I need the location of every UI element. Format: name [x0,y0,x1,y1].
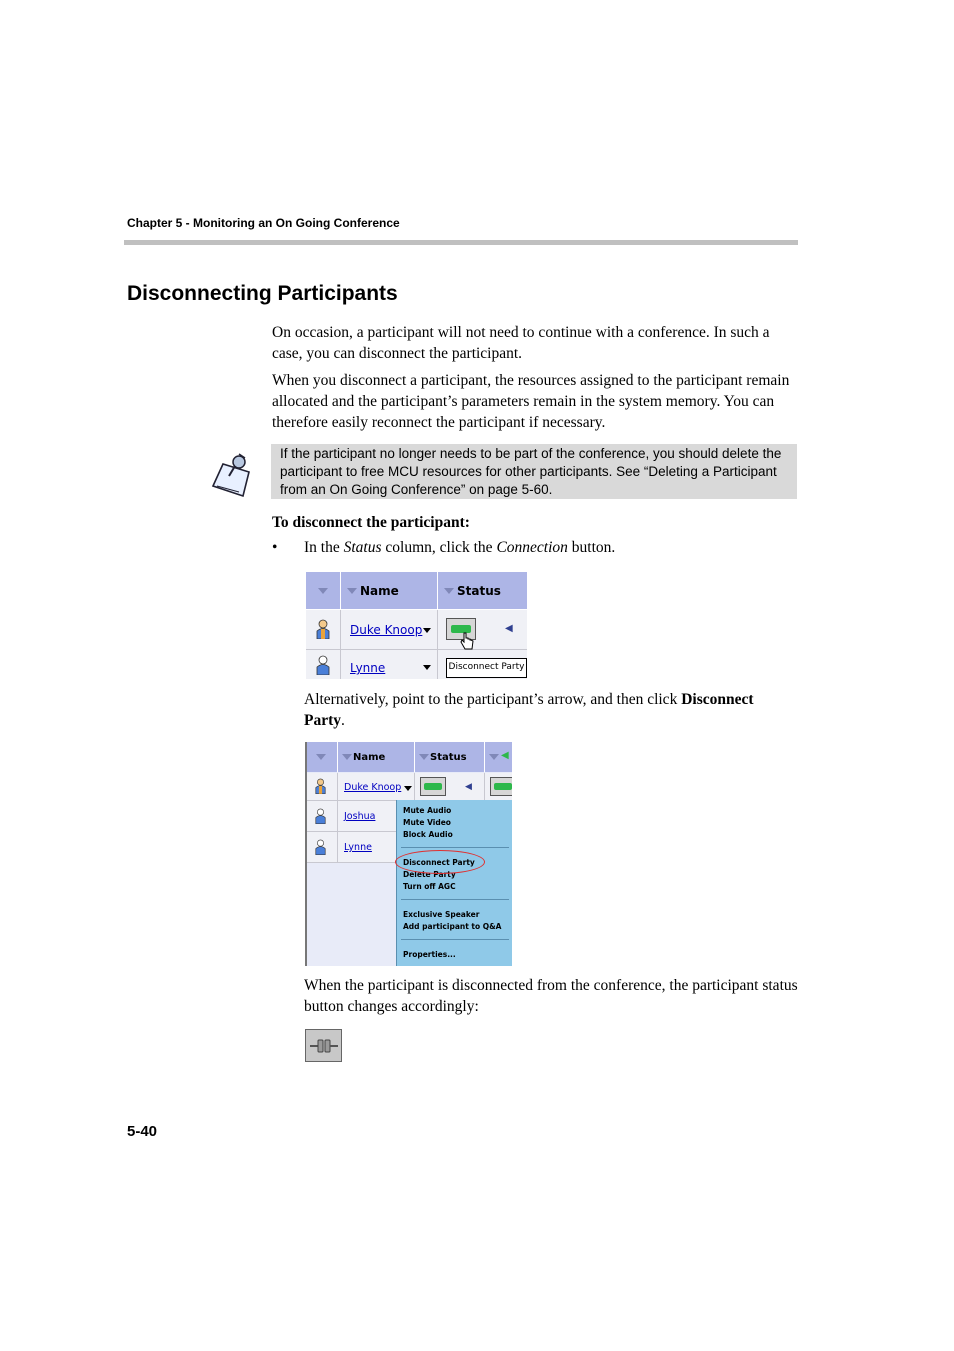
menu-separator [401,899,509,900]
sort-arrow-icon [342,754,352,760]
header-icon-column[interactable] [306,572,341,609]
step-status-term: Status [343,539,382,556]
row2-icon-cell [307,801,338,832]
disconnected-status-paragraph: When the participant is disconnected from the conference, the participant status button changes accordingly: [304,977,798,1015]
disconnected-plug-icon [310,1038,338,1054]
sort-arrow-icon [419,754,429,760]
menu-item-mute-video[interactable]: Mute Video [403,818,451,827]
context-menu-screenshot [305,742,512,966]
menu-item-properties[interactable]: Properties... [403,950,456,959]
sort-arrow-icon [318,588,328,594]
alt-text-a: Alternatively, point to the participant’s arrow, and then click [304,691,682,708]
menu-item-add-qa[interactable]: Add participant to Q&A [403,922,502,931]
row3-name-cell [338,832,397,863]
menu-separator [401,847,509,848]
sort-arrow-icon [444,588,454,594]
row2-name-cell [341,650,438,679]
participant-arrow-icon[interactable] [404,786,412,791]
section-title: Disconnecting Participants [127,282,398,305]
connected-plug-icon [494,783,512,790]
row3-icon-cell [307,832,338,863]
procedure-heading: To disconnect the participant: [272,514,470,531]
participant-name-link[interactable]: Duke Knoop [350,623,423,637]
row1-icon-cell [306,610,341,650]
hand-cursor-icon [460,632,474,650]
header-status-label: Status [457,584,501,598]
participant-context-menu [396,800,512,966]
audio-connection-button[interactable] [490,777,512,796]
menu-item-exclusive-speaker[interactable]: Exclusive Speaker [403,910,480,919]
step-text-b: column, click the [381,539,497,556]
row1-audio-cell [485,773,512,801]
sort-arrow-icon [489,754,499,760]
resources-paragraph: When you disconnect a participant, the resources assigned to the participant remain allocated and the participant’s parameters remain in the system memory. You can therefore easily reconnect the participant if necessary. [272,372,790,431]
speaker-icon: ◀ [505,623,513,634]
row1-icon-cell [307,773,338,801]
participant-icon [316,655,330,675]
row1-name-cell [341,610,438,650]
row2-icon-cell [306,650,341,679]
participant-name-link[interactable]: Joshua [344,811,376,822]
highlight-circle [395,850,485,874]
participant-icon [315,808,326,824]
note-box [271,444,797,499]
participant-arrow-icon[interactable] [423,628,431,633]
chapter-header: Chapter 5 - Monitoring an On Going Conference [127,216,400,230]
menu-item-mute-audio[interactable]: Mute Audio [403,806,452,815]
row1-status-cell [415,773,485,801]
header-icon-column[interactable] [307,742,338,772]
header-status-column[interactable] [415,742,485,772]
disconnect-party-tooltip: Disconnect Party [446,658,527,678]
intro-paragraph: On occasion, a participant will not need to continue with a conference. In such a case, you can disconnect the participant. [272,324,770,362]
header-rule [124,240,798,245]
sort-arrow-icon [347,588,357,594]
step-text-c: button. [567,539,616,556]
page-number: 5-40 [127,1123,158,1140]
header-status-column[interactable] [438,572,527,609]
status-column-screenshot [306,572,527,679]
menu-item-disconnect-party[interactable]: Disconnect Party [403,858,475,867]
step-text-a: In the [304,539,344,556]
header-name-label: Name [353,752,386,763]
row2-name-cell [338,801,397,832]
speaker-icon: ◀ [465,781,472,791]
participant-name-link[interactable]: Lynne [350,661,386,675]
sort-arrow-icon [316,754,326,760]
header-name-column[interactable] [338,742,415,772]
participant-icon [315,839,326,855]
note-pin-icon [209,450,257,498]
participant-name-link[interactable]: Duke Knoop [344,782,402,793]
note-text: If the participant no longer needs to be part of the conference, you should delete the participant to free MCU resources for other participants. See “Deleting a Participant from an On Going Conference” on page 5-60. [280,446,782,497]
row1-name-cell [338,773,415,801]
audio-icon: ◀ [501,750,509,761]
bullet: • [272,539,278,556]
participant-name-link[interactable]: Lynne [344,842,372,853]
menu-item-turn-off-agc[interactable]: Turn off AGC [403,882,456,891]
connection-button[interactable] [420,777,446,796]
menu-item-delete-party[interactable]: Delete Party [403,870,456,879]
menu-item-block-audio[interactable]: Block Audio [403,830,453,839]
header-status-label: Status [430,752,467,763]
header-audio-column[interactable] [485,742,512,772]
header-name-column[interactable] [341,572,438,609]
step-instruction [304,539,615,557]
row1-status-cell [438,610,527,650]
alt-text-bold: Disconnect Party [304,691,754,729]
disconnected-status-button[interactable] [305,1029,342,1062]
step-connection-term: Connection [496,539,568,556]
header-name-label: Name [360,584,399,598]
alternative-instruction [304,690,798,731]
menu-separator [401,939,509,940]
participant-icon [316,619,330,639]
alt-text-b: . [341,711,345,729]
connected-plug-icon [424,783,442,790]
participant-icon [315,778,326,794]
participant-arrow-icon[interactable] [423,665,431,670]
